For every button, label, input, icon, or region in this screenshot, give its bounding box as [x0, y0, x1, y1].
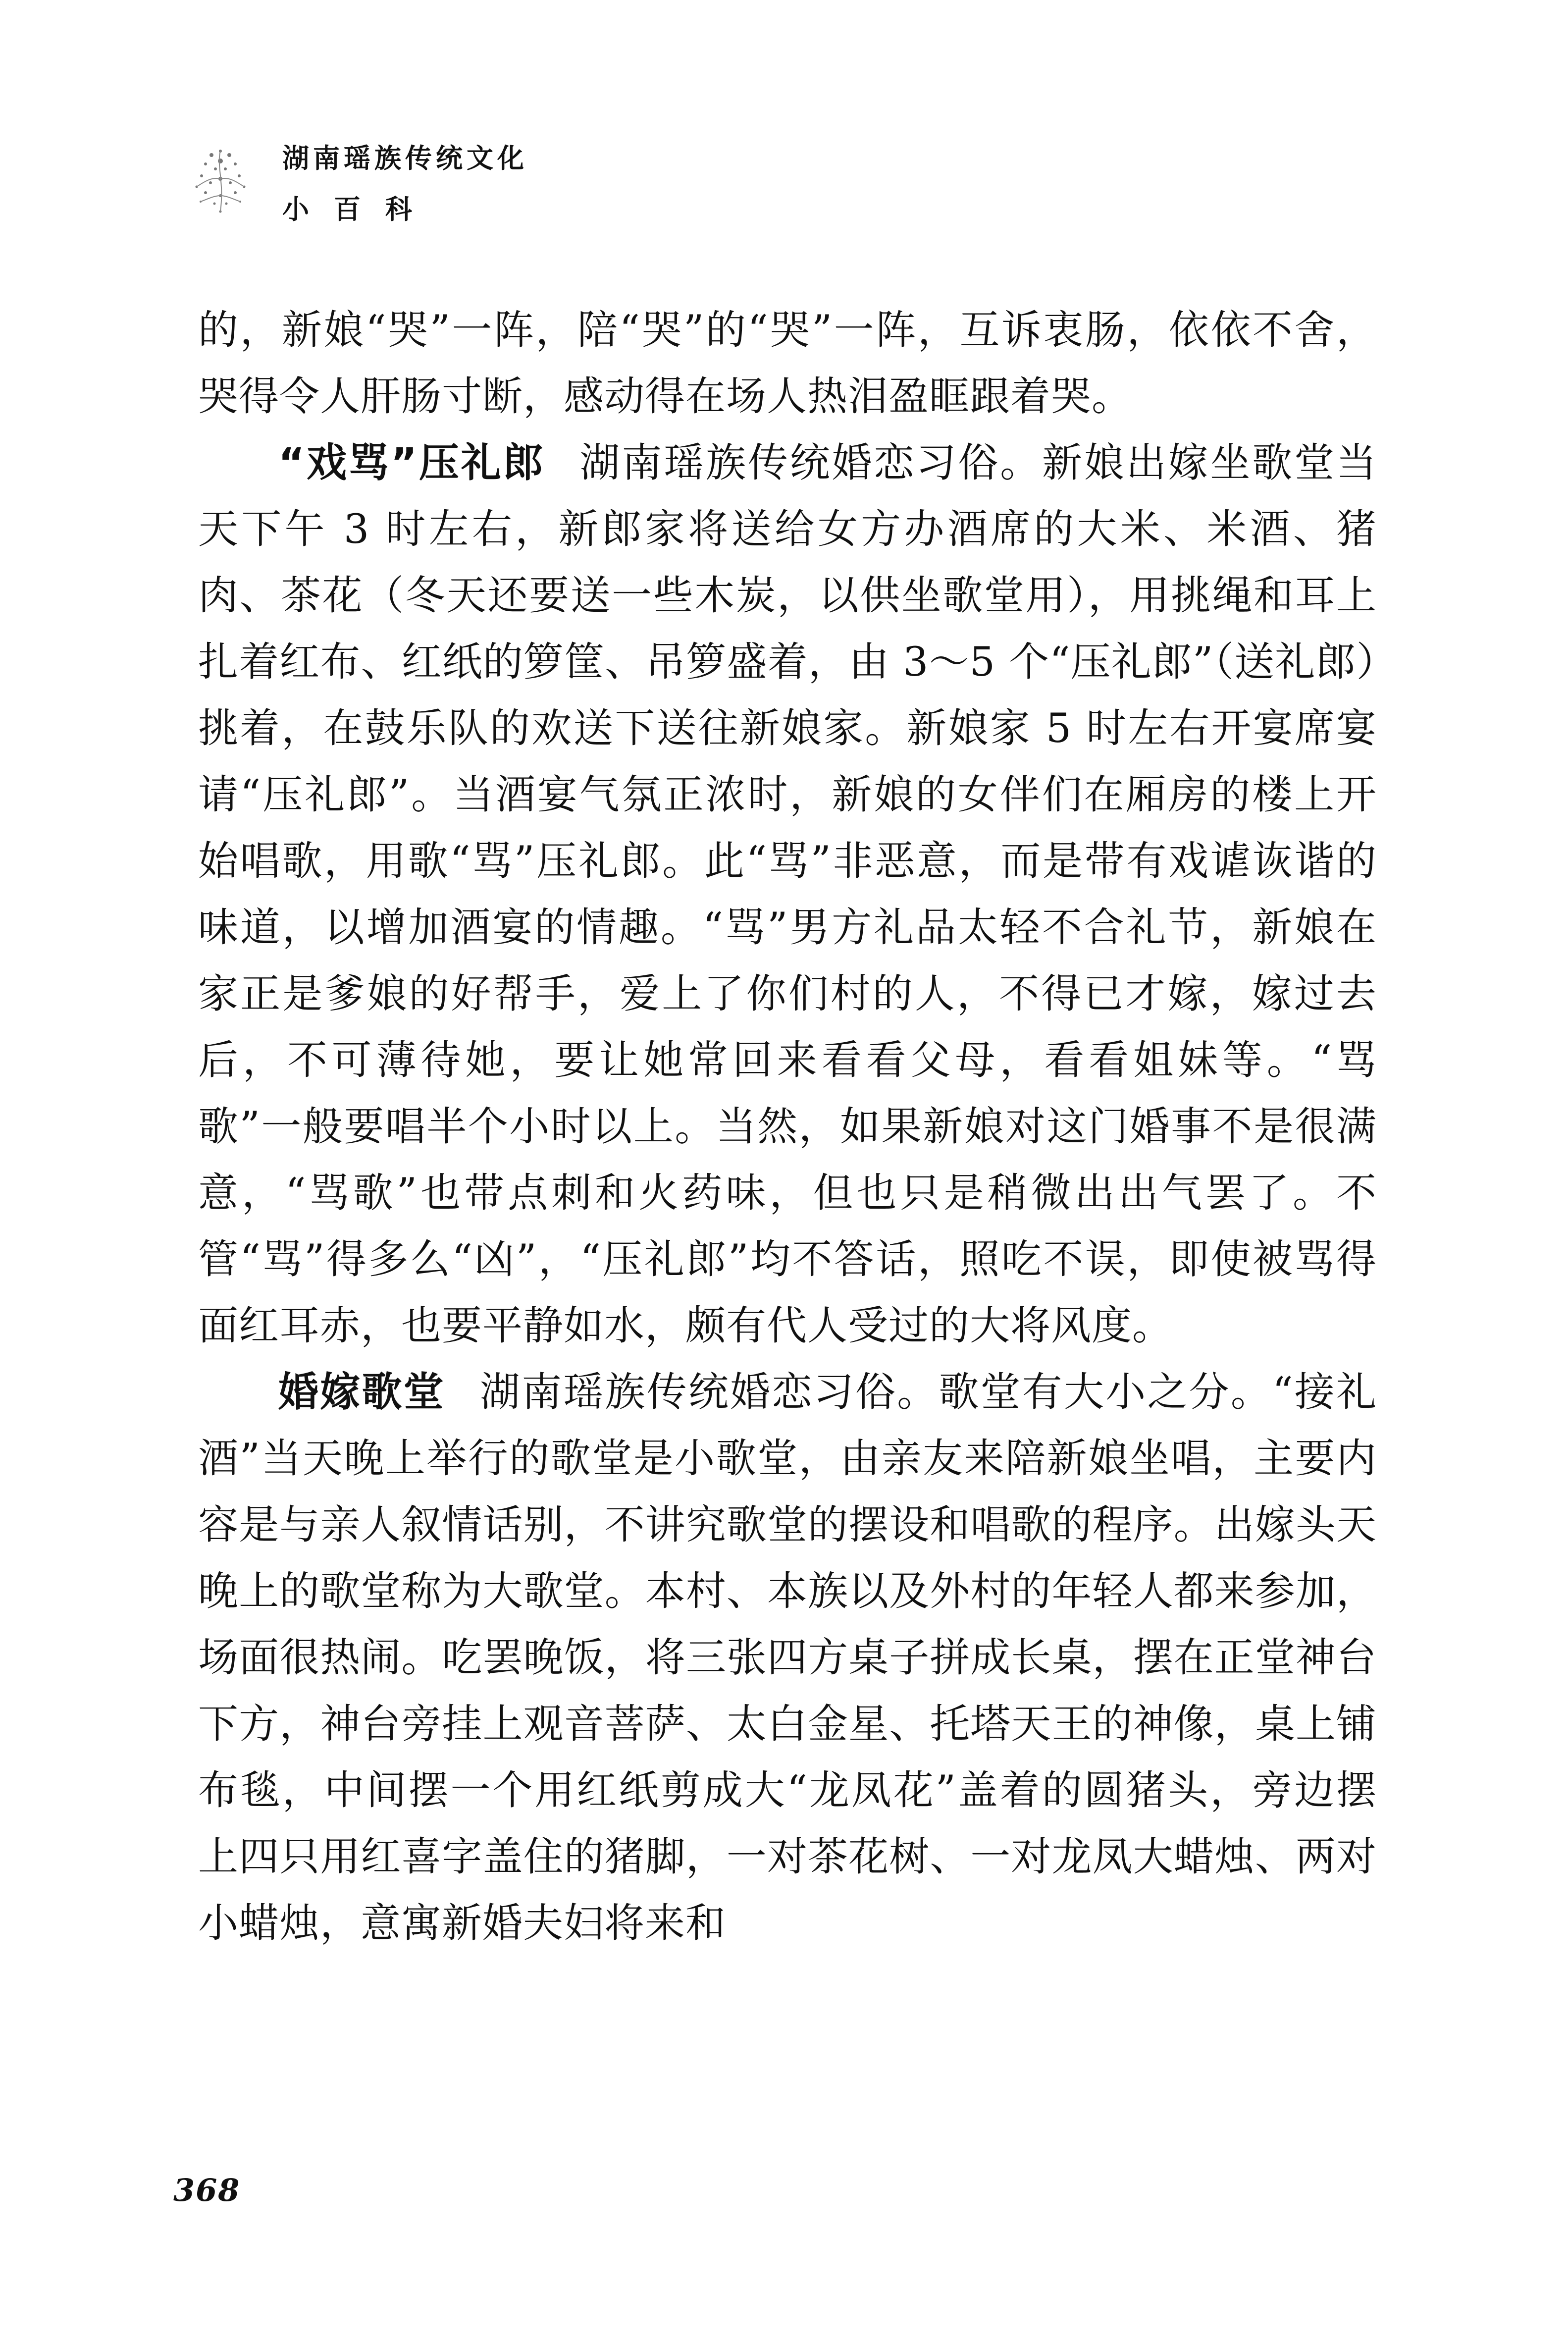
header-subtitle: 小百科 [282, 193, 437, 225]
header-book-title: 湖南瑶族传统文化 [282, 142, 528, 174]
entry-text: 湖南瑶族传统婚恋习俗。新娘出嫁坐歌堂当天下午 3 时左右，新郎家将送给女方办酒席的大米、米酒、猪肉、茶花（冬天还要送一些木炭，以供坐歌堂用），用挑绳和耳上扎着红布、红纸的箩筐、吊箩盛着，由 3～5 个“压礼郎”（送礼郎）挑着，在鼓乐队的欢送下送往新娘家。新娘家 5 时左右开宴席宴请“压礼郎”。当酒宴气氛正浓时，新娘的女伴们在厢房的楼上开始唱歌，用歌“骂”压礼郎。此“骂”非恶意，而是带有戏谑诙谐的味道，以增加酒宴的情趣。“骂”男方礼品太轻不合礼节，新娘在家正是爹娘的好帮手，爱上了你们村的人，不得已才嫁，嫁过去后，不可薄待她，要让她常回来看看父母，看看姐妹等。“骂歌”一般要唱半个小时以上。当然，如果新娘对这门婚事不是很满意，“骂歌”也带点刺和火药味，但也只是稍微出出气罢了。不管“骂”得多么“凶”，“压礼郎”均不答话，照吃不误，即使被骂得面红耳赤，也要平静如水，颇有代人受过的大将风度。 [198, 440, 1377, 1349]
entry-term: 婚嫁歌堂 [278, 1369, 445, 1416]
body-text [198, 297, 1377, 1957]
running-header [171, 126, 617, 240]
entry-term: “戏骂”压礼郎 [278, 440, 545, 486]
continuation-paragraph: 的，新娘“哭”一阵，陪“哭”的“哭”一阵，互诉衷肠，依依不舍，哭得令人肝肠寸断，感动得在场人热泪盈眶跟着哭。 [198, 307, 1377, 420]
entry-paragraph [198, 1359, 1377, 1957]
floral-ornament-icon [171, 131, 270, 230]
page-number: 368 [173, 2172, 241, 2208]
entry-paragraph [198, 430, 1377, 1359]
entry-text: 湖南瑶族传统婚恋习俗。歌堂有大小之分。“接礼酒”当天晚上举行的歌堂是小歌堂，由亲友来陪新娘坐唱，主要内容是与亲人叙情话别，不讲究歌堂的摆设和唱歌的程序。出嫁头天晚上的歌堂称为大歌堂。本村、本族以及外村的年轻人都来参加，场面很热闹。吃罢晚饭，将三张四方桌子拼成长桌，摆在正堂神台下方，神台旁挂上观音菩萨、太白金星、托塔天王的神像，桌上铺布毯，中间摆一个用红纸剪成大“龙凤花”盖着的圆猪头，旁边摆上四只用红喜字盖住的猪脚，一对茶花树、一对龙凤大蜡烛、两对小蜡烛，意寓新婚夫妇将来和 [198, 1369, 1377, 1947]
